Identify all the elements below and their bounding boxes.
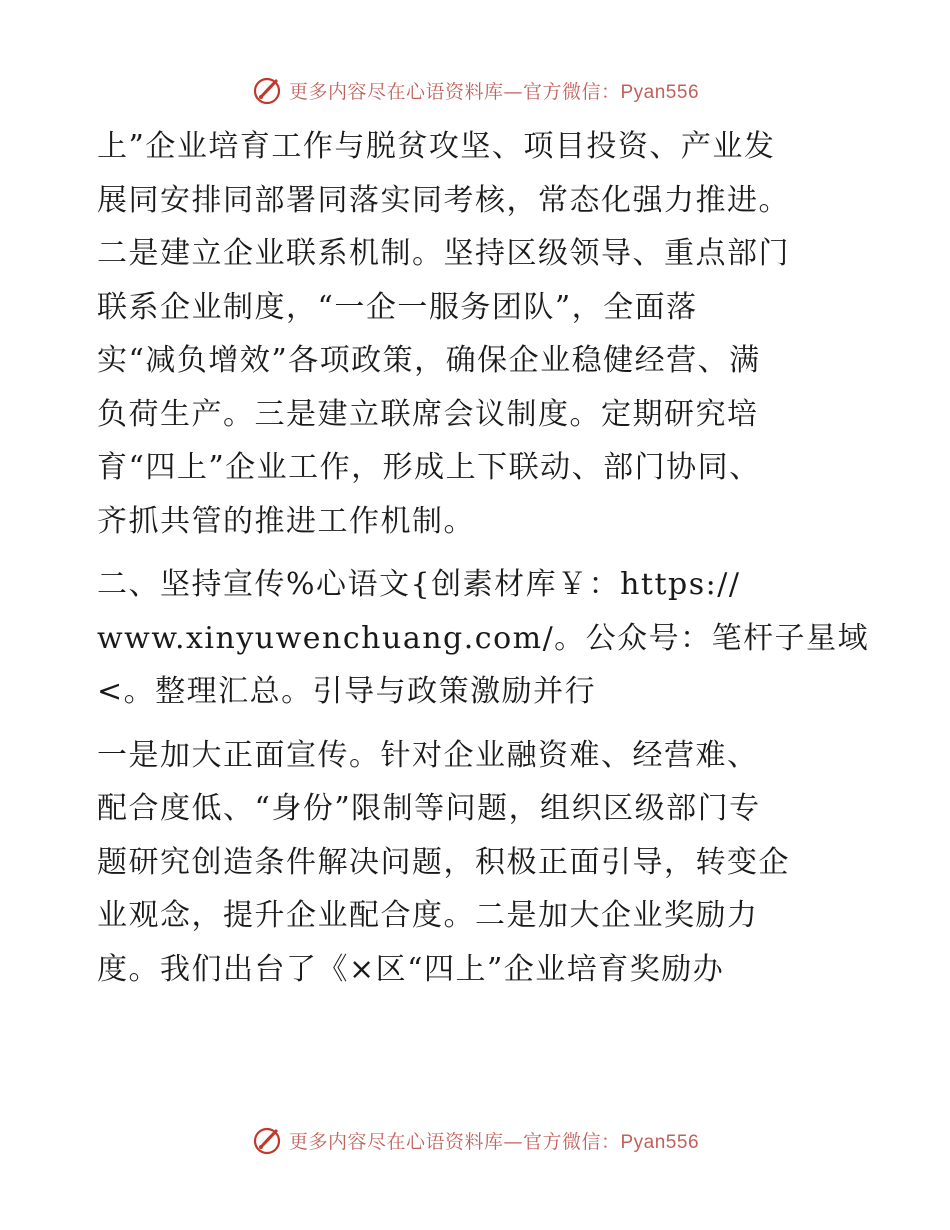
section-heading-line: www.xinyuwenchuang.com/。公众号：笔杆子星域 (97, 620, 870, 656)
section-heading-line: <。整理汇总。引导与政策激励并行 (97, 674, 597, 709)
text-line: 联系企业制度，“一企一服务团队”，全面落 (97, 289, 698, 325)
footer-banner-text: 更多内容尽在心语资料库—官方微信：Pyan556 (288, 1130, 700, 1153)
header-banner-text: 更多内容尽在心语资料库—官方微信：Pyan556 (288, 80, 700, 103)
text-line: 齐抓共管的推进工作机制。 (97, 503, 475, 539)
paragraph-line: 度。我们出台了《×区“四上”企业培育奖励办 (97, 951, 725, 987)
text-line: 实“减负增效”各项政策，确保企业稳健经营、满 (97, 343, 761, 378)
footer-banner (0, 1120, 950, 1160)
brush-logo-icon (251, 74, 283, 106)
header-banner (0, 70, 950, 110)
brush-logo-icon (251, 1124, 283, 1156)
text-line: 育“四上”企业工作，形成上下联动、部门协同、 (97, 450, 761, 485)
text-line: 展同安排同部署同落实同考核，常态化强力推进。 (97, 182, 790, 218)
text-line: 负荷生产。三是建立联席会议制度。定期研究培 (97, 396, 759, 432)
document-body (97, 120, 877, 996)
paragraph-line: 一是加大正面宣传。针对企业融资难、经营难、 (97, 737, 759, 773)
paragraph-line: 题研究创造条件解决问题，积极正面引导，转变企 (97, 844, 790, 880)
paragraph-line: 业观念，提升企业配合度。二是加大企业奖励力 (97, 898, 759, 933)
paragraph-line: 配合度低、“身份”限制等问题，组织区级部门专 (97, 791, 761, 826)
section-heading-line: 二、坚持宣传%心语文{创素材库￥：https:// (97, 567, 741, 602)
text-line: 上”企业培育工作与脱贫攻坚、项目投资、产业发 (97, 129, 776, 164)
text-line: 二是建立企业联系机制。坚持区级领导、重点部门 (97, 236, 790, 271)
